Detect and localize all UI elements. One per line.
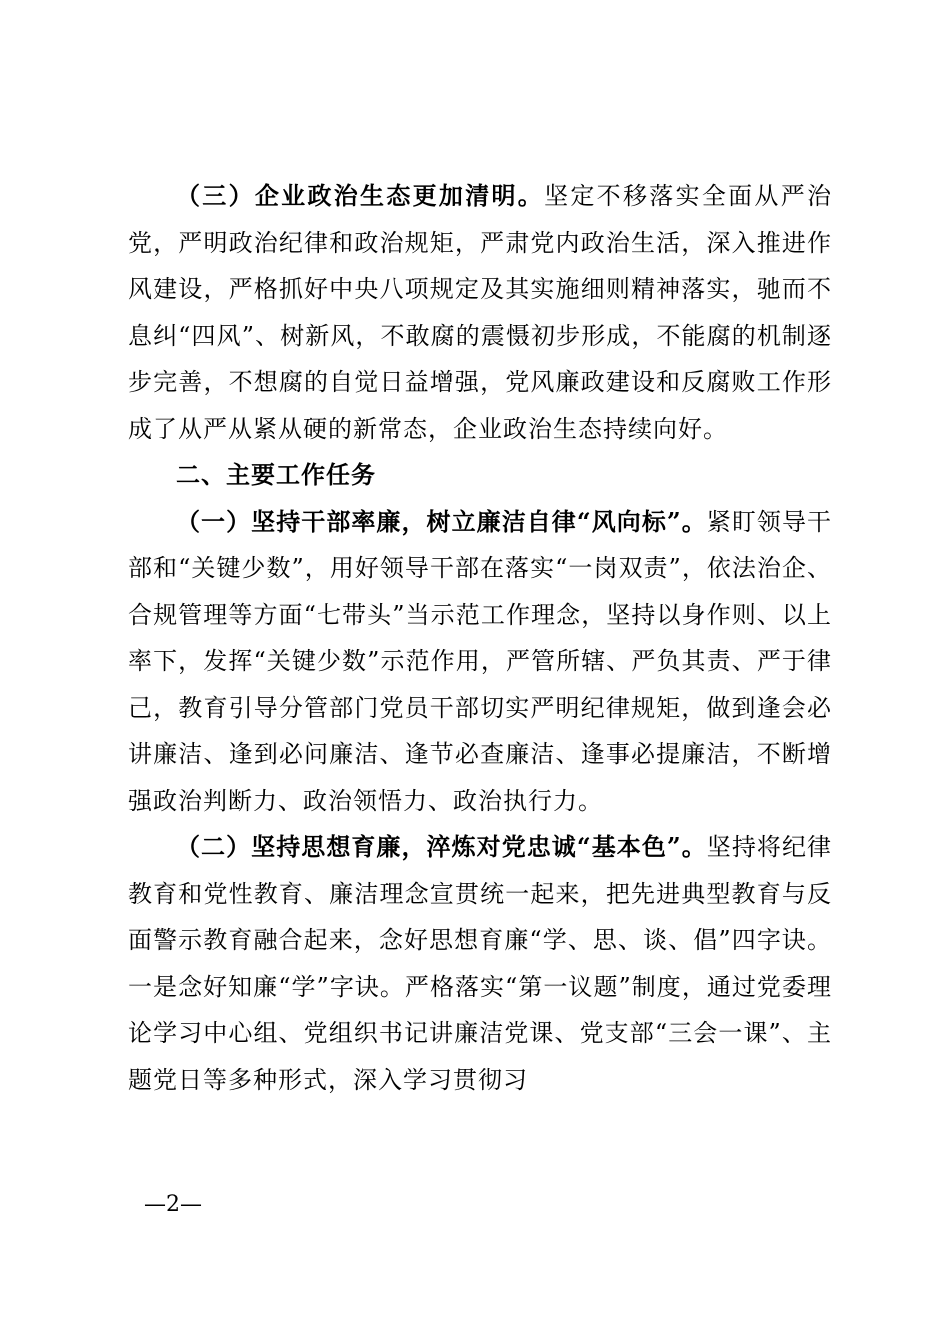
paragraph-ideological-integrity	[128, 824, 832, 1103]
paragraph-political-ecology	[128, 173, 832, 452]
page-number: —2—	[144, 1192, 202, 1217]
document-body	[128, 173, 832, 1103]
paragraph-body: 坚持将纪律教育和党性教育、廉洁理念宣贯统一起来，把先进典型教育与反面警示教育融合起来，念好思想育廉“学、思、谈、倡”四字诀。一是念好知廉“学”字诀。严格落实“第一议题”制度，通过党委理论学习中心组、党组织书记讲廉洁党课、党支部“三会一课”、主题党日等多种形式，深入学习贯彻习	[128, 833, 833, 1094]
paragraph-lead: （二）坚持思想育廉，淬炼对党忠诚“基本色”。	[176, 832, 707, 861]
paragraph-lead: （三）企业政治生态更加清明。	[176, 181, 545, 210]
paragraph-body: 紧盯领导干部和“关键少数”，用好领导干部在落实“一岗双责”，依法治企、合规管理等方面“七带头”当示范工作理念，坚持以身作则、以上率下，发挥“关键少数”示范作用，严管所辖、严负其责、严于律己，教育引导分管部门党员干部切实严明纪律规矩，做到逢会必讲廉洁、逢到必问廉洁、逢节必查廉洁、逢事必提廉洁，不断增强政治判断力、政治领悟力、政治执行力。	[128, 507, 833, 815]
paragraph-lead: （一）坚持干部率廉，树立廉洁自律“风向标”。	[176, 506, 707, 536]
section-heading: 二、主要工作任务	[176, 460, 376, 489]
paragraph-cadre-integrity	[128, 499, 832, 825]
paragraph-body: 坚定不移落实全面从严治党，严明政治纪律和政治规矩，严肃党内政治生活，深入推进作风建设，严格抓好中央八项规定及其实施细则精神落实，驰而不息纠“四风”、树新风，不敢腐的震慑初步形成，不能腐的机制逐步完善，不想腐的自觉日益增强，党风廉政建设和反腐败工作形成了从严从紧从硬的新常态，企业政治生态持续向好。	[128, 182, 833, 443]
